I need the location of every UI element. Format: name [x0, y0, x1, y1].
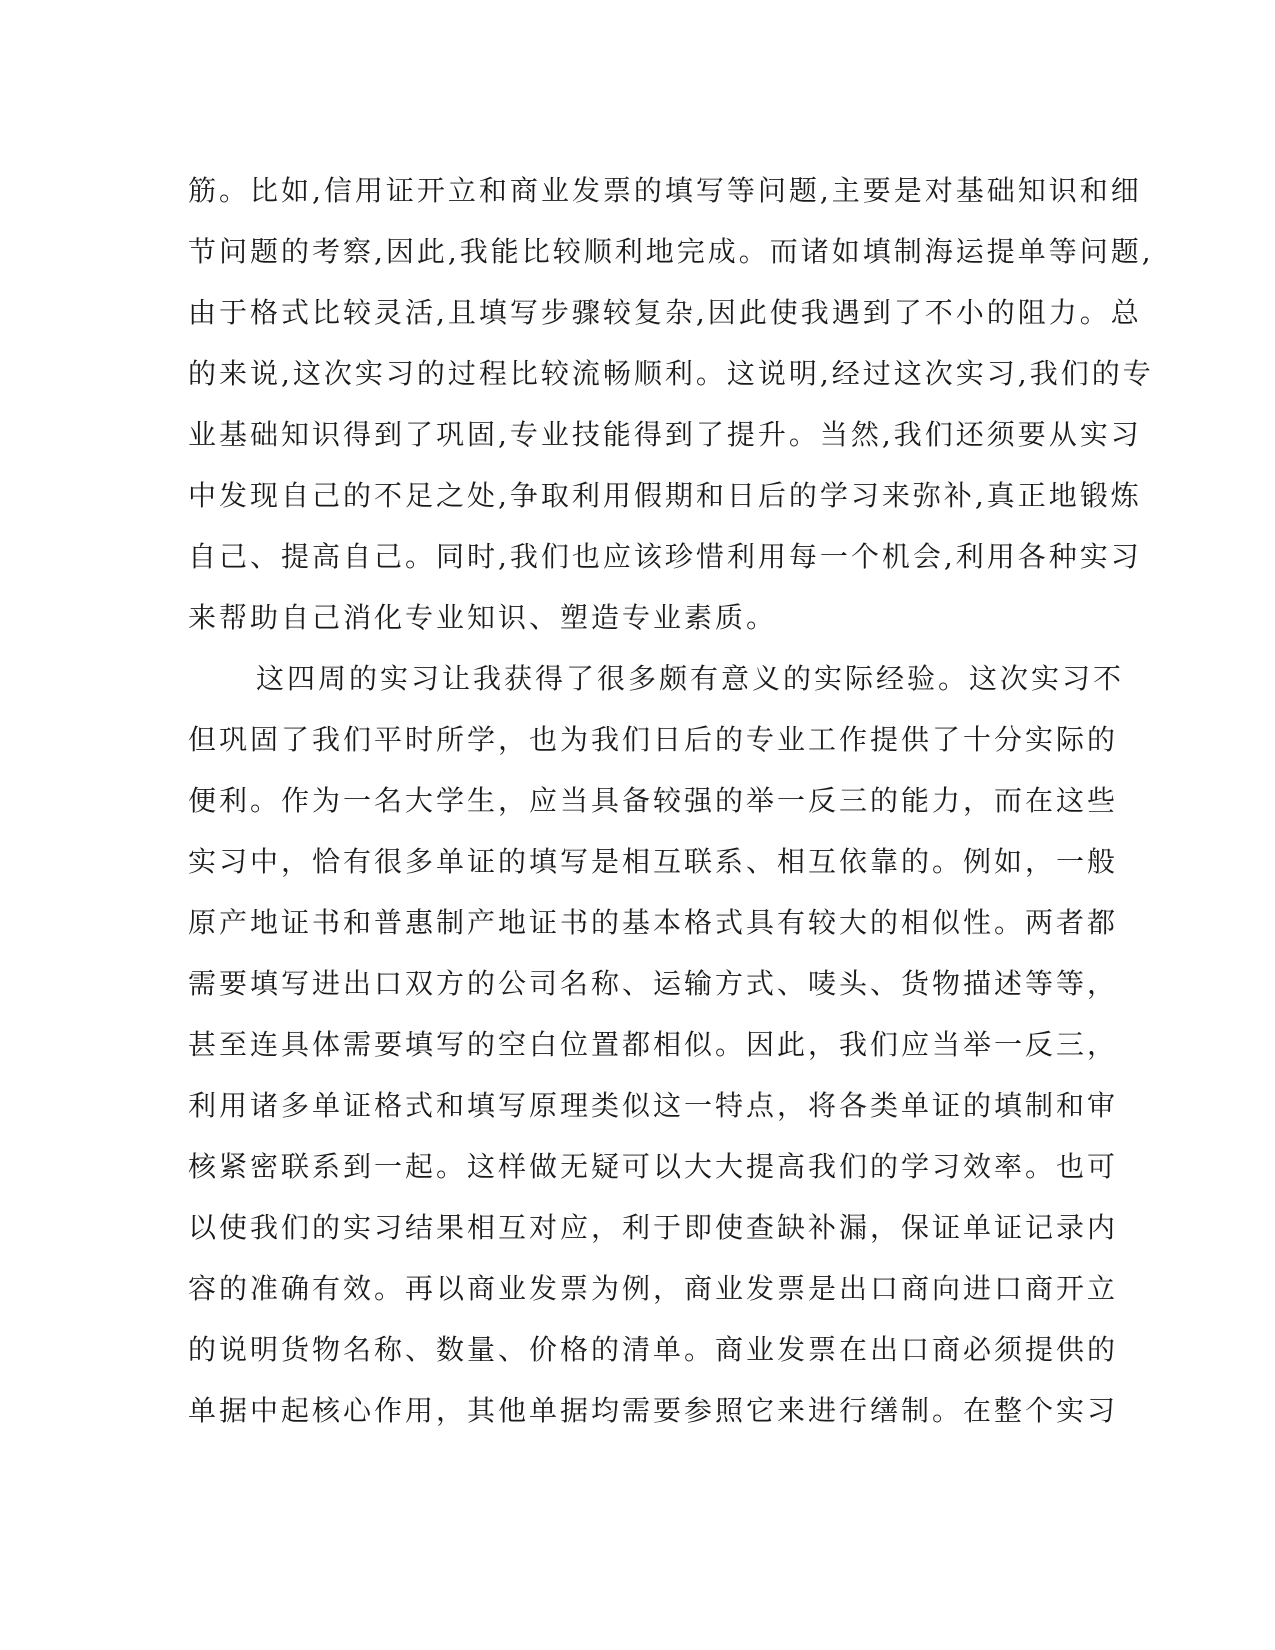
text-line: 由于格式比较灵活,且填写步骤较复杂,因此使我遇到了不小的阻力。总: [188, 296, 1142, 329]
text-line: 但巩固了我们平时所学，也为我们日后的专业工作提供了十分实际的: [188, 723, 1119, 756]
text-line: 的来说,这次实习的过程比较流畅顺利。这说明,经过这次实习,我们的专: [188, 357, 1154, 390]
body-text: [188, 160, 1154, 1441]
text-line: 核紧密联系到一起。这样做无疑可以大大提高我们的学习效率。也可: [188, 1150, 1119, 1183]
text-line: 甚至连具体需要填写的空白位置都相似。因此，我们应当举一反三，: [188, 1028, 1119, 1061]
text-line: 便利。作为一名大学生，应当具备较强的举一反三的能力，而在这些: [188, 784, 1119, 817]
paragraph-1: [188, 160, 1154, 648]
text-line: 利用诸多单证格式和填写原理类似这一特点，将各类单证的填制和审: [188, 1089, 1119, 1122]
text-line: 自己、提高自己。同时,我们也应该珍惜利用每一个机会,利用各种实习: [188, 540, 1142, 573]
text-line: 以使我们的实习结果相互对应，利于即使查缺补漏，保证单证记录内: [188, 1211, 1119, 1244]
text-line: 原产地证书和普惠制产地证书的基本格式具有较大的相似性。两者都: [188, 906, 1119, 939]
text-line: 这四周的实习让我获得了很多颇有意义的实际经验。这次实习不: [256, 662, 1125, 695]
text-line: 中发现自己的不足之处,争取利用假期和日后的学习来弥补,真正地锻炼: [188, 479, 1142, 512]
text-line: 来帮助自己消化专业知识、塑造专业素质。: [188, 601, 778, 634]
text-line: 需要填写进出口双方的公司名称、运输方式、唛头、货物描述等等，: [188, 967, 1119, 1000]
text-line: 单据中起核心作用，其他单据均需要参照它来进行缮制。在整个实习: [188, 1394, 1119, 1427]
text-line: 的说明货物名称、数量、价格的清单。商业发票在出口商必须提供的: [188, 1333, 1119, 1366]
paragraph-2: [188, 648, 1125, 1441]
text-line: 业基础知识得到了巩固,专业技能得到了提升。当然,我们还须要从实习: [188, 418, 1142, 451]
text-line: 节问题的考察,因此,我能比较顺利地完成。而诸如填制海运提单等问题,: [188, 235, 1154, 268]
text-line: 容的准确有效。再以商业发票为例，商业发票是出口商向进口商开立: [188, 1272, 1119, 1305]
text-line: 实习中，恰有很多单证的填写是相互联系、相互依靠的。例如，一般: [188, 845, 1119, 878]
text-line: 筋。比如,信用证开立和商业发票的填写等问题,主要是对基础知识和细: [188, 174, 1142, 207]
